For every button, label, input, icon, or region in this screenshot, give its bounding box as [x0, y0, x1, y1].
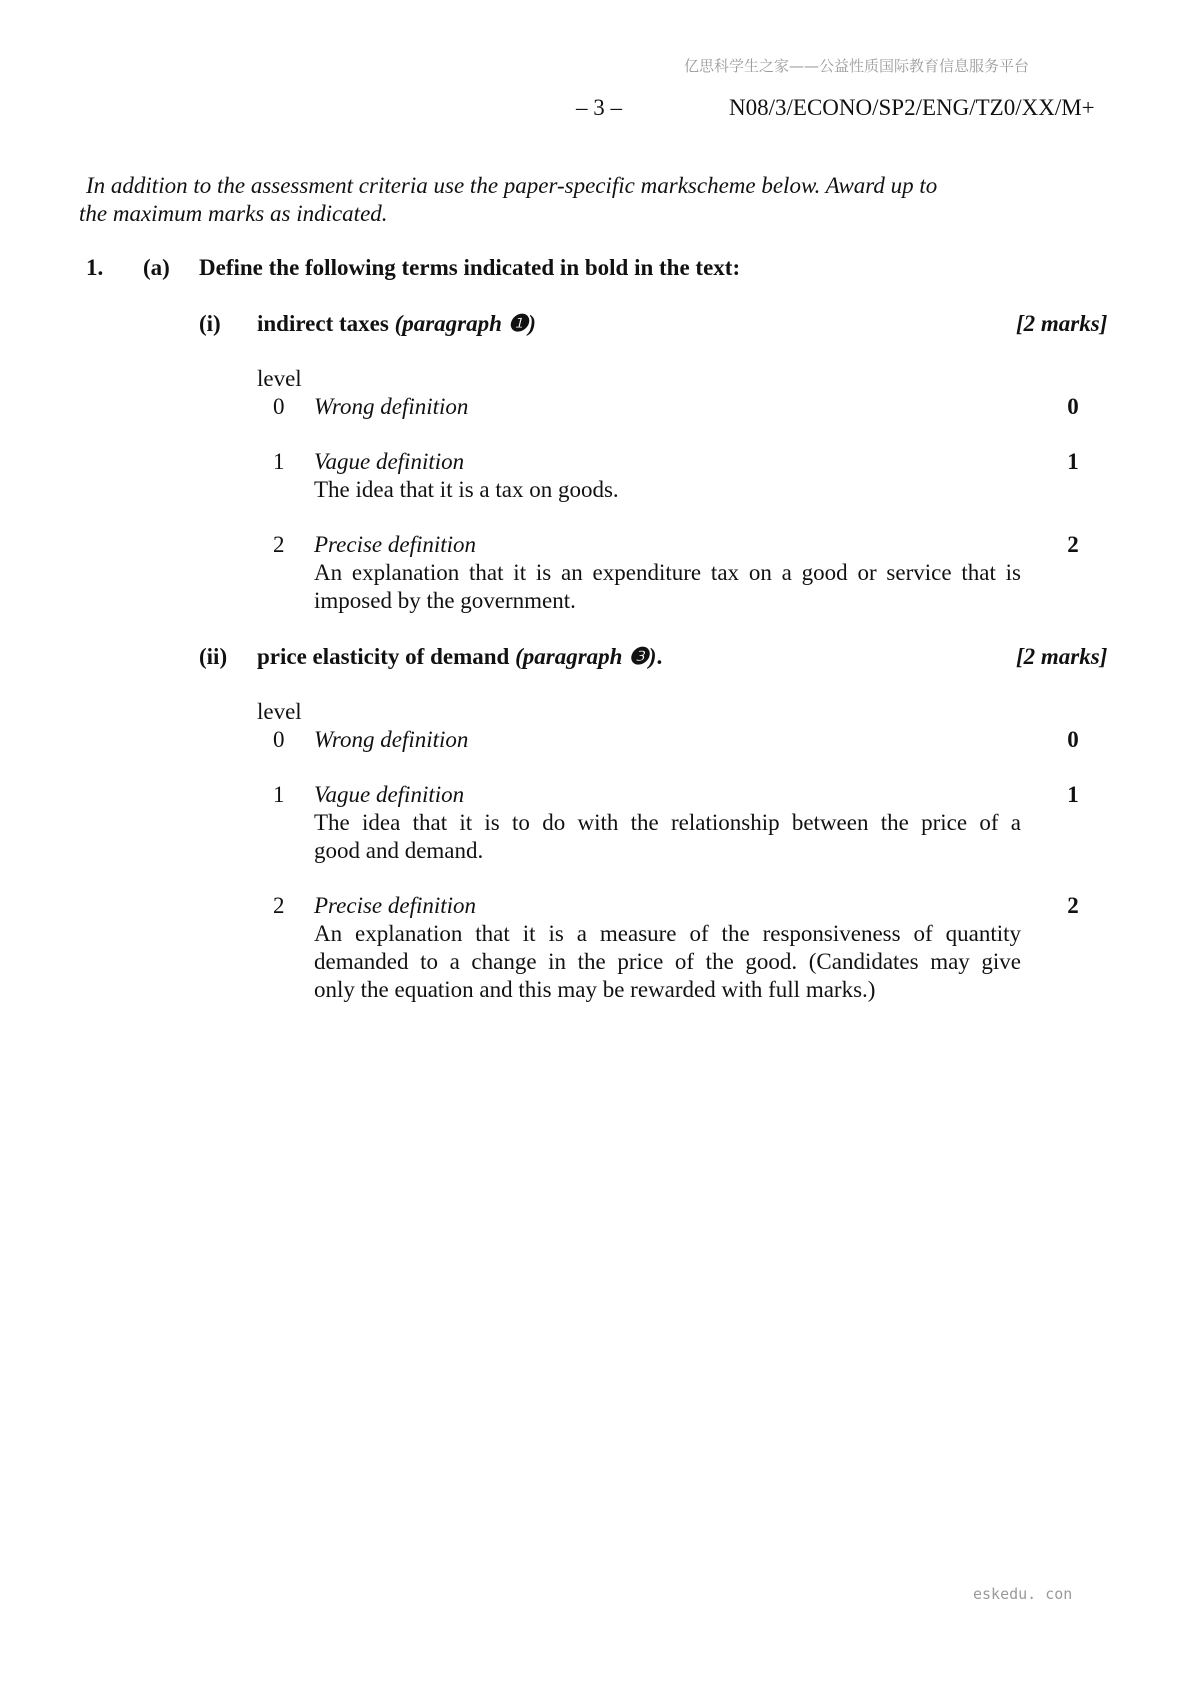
level-description — [314, 559, 1021, 615]
level-mark: 1 — [1067, 782, 1079, 807]
description-line: good and demand. — [314, 838, 484, 863]
level-number: 1 — [273, 449, 285, 474]
paragraph-ref: (paragraph ❸) — [515, 644, 657, 669]
term: price elasticity of demand — [257, 644, 510, 669]
level-title: Wrong definition — [314, 394, 469, 419]
marks-label: [2 marks] — [1016, 311, 1108, 336]
level-title: Vague definition — [314, 449, 465, 474]
document-code: N08/3/ECONO/SP2/ENG/TZ0/XX/M+ — [729, 95, 1095, 120]
level-title: Precise definition — [314, 532, 477, 557]
term-end: . — [656, 644, 663, 669]
intro-line: In addition to the assessment criteria use the paper-specific markscheme below. Award up to — [86, 173, 938, 198]
level-mark: 2 — [1067, 893, 1079, 918]
subquestion-numeral: (i) — [199, 311, 221, 336]
question-part: (a) — [143, 255, 170, 280]
level-number: 2 — [273, 893, 285, 918]
level-mark: 0 — [1067, 727, 1079, 752]
subquestion-heading — [257, 643, 662, 671]
description-line: The idea that it is to do with the relationship between the price of a — [314, 810, 1021, 835]
level-label: level — [257, 366, 302, 391]
watermark-text: 亿思科学生之家——公益性质国际教育信息服务平台 — [684, 57, 1030, 75]
level-title: Precise definition — [314, 893, 477, 918]
description-line: An explanation that it is an expenditure tax on a good or service that is — [314, 560, 1021, 585]
level-mark: 0 — [1067, 394, 1079, 419]
subquestion-heading — [257, 310, 536, 338]
description-line: demanded to a change in the price of the good. (Candidates may give — [314, 949, 1021, 974]
level-number: 0 — [273, 727, 285, 752]
level-number: 1 — [273, 782, 285, 807]
description-line: only the equation and this may be rewarded with full marks.) — [314, 977, 876, 1002]
intro-paragraph — [79, 172, 1006, 228]
level-label: level — [257, 699, 302, 724]
level-number: 0 — [273, 394, 285, 419]
description-line: imposed by the government. — [314, 588, 576, 613]
level-mark: 1 — [1067, 449, 1079, 474]
footer-site: eskedu. con — [973, 1585, 1073, 1603]
level-description: The idea that it is a tax on goods. — [314, 477, 619, 502]
level-title: Vague definition — [314, 782, 465, 807]
term: indirect taxes — [257, 311, 389, 336]
marks-label: [2 marks] — [1016, 644, 1108, 669]
level-title: Wrong definition — [314, 727, 469, 752]
question-prompt: Define the following terms indicated in bold in the text: — [199, 255, 741, 280]
paragraph-ref: (paragraph ❶) — [394, 311, 536, 336]
intro-line: the maximum marks as indicated. — [79, 201, 388, 226]
description-line: An explanation that it is a measure of the responsiveness of quantity — [314, 921, 1021, 946]
level-mark: 2 — [1067, 532, 1079, 557]
level-description — [314, 920, 1021, 1004]
question-number: 1. — [86, 255, 104, 280]
page-number: – 3 – — [576, 95, 622, 120]
level-description — [314, 809, 1021, 865]
level-number: 2 — [273, 532, 285, 557]
subquestion-numeral: (ii) — [199, 644, 228, 669]
